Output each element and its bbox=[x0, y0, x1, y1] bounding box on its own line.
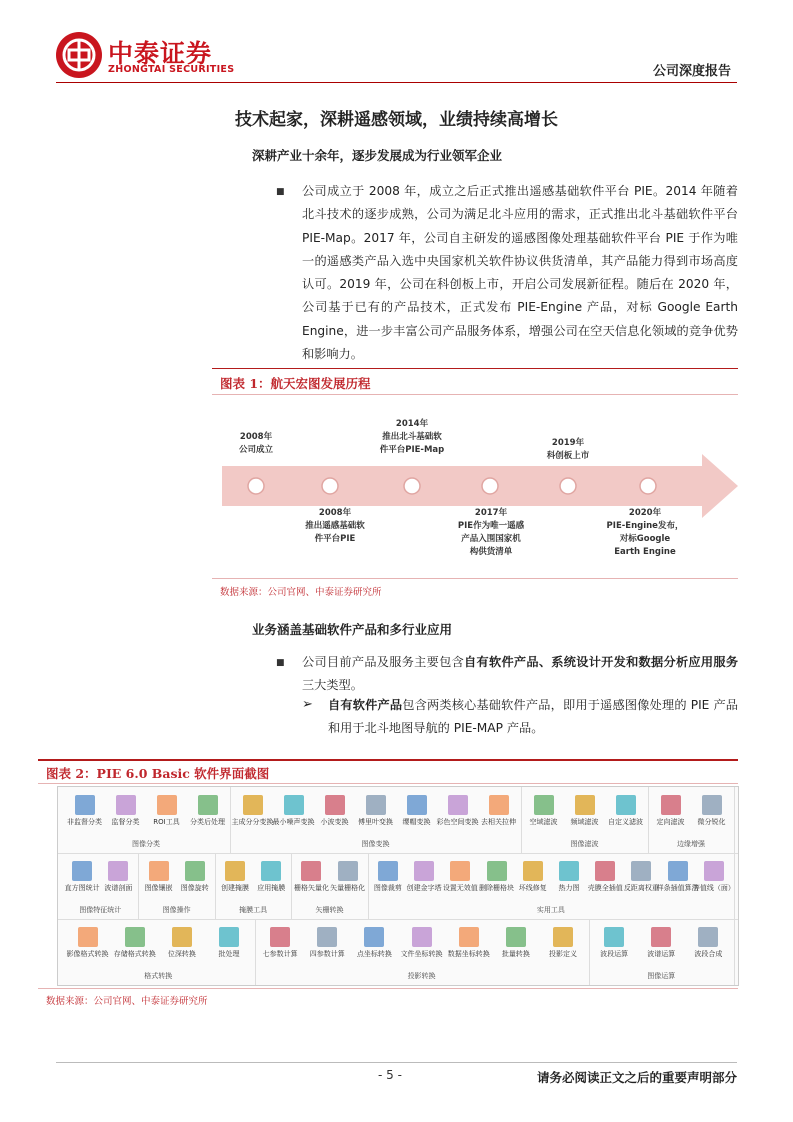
bullet-icon: ■ bbox=[276, 658, 285, 668]
tool-icon bbox=[270, 927, 290, 947]
tool-icon bbox=[604, 927, 624, 947]
tool-label: 波谱运算 bbox=[647, 950, 676, 958]
toolbar-tool-button[interactable] bbox=[604, 795, 648, 827]
tool-icon bbox=[651, 927, 671, 947]
tool-icon bbox=[534, 795, 554, 815]
paragraph-own-software bbox=[328, 694, 738, 741]
text-span: 包含两类核心基础软件产品，即用于遥感图像处理的 PIE 产品和用于北斗地图导航的 PIE-MAP 产品。 bbox=[328, 698, 738, 736]
toolbar-group bbox=[291, 853, 368, 919]
milestone-text: 构供货清单 bbox=[469, 547, 513, 557]
figure-2-top-rule bbox=[38, 759, 738, 761]
page-number: - 5 - bbox=[378, 1068, 402, 1082]
toolbar-tool-button[interactable] bbox=[690, 795, 734, 827]
tool-icon bbox=[125, 927, 145, 947]
toolbar-group-label: 格式转换 bbox=[144, 972, 173, 980]
figure-1-title-rule bbox=[212, 394, 738, 395]
milestone-text: 推出北斗基础软 bbox=[382, 432, 442, 442]
toolbar-tool-button[interactable] bbox=[96, 861, 140, 893]
tool-icon bbox=[149, 861, 169, 881]
tool-label: 最小噪声变换 bbox=[272, 818, 315, 826]
tool-icon bbox=[366, 795, 386, 815]
figure-1-source: 数据来源：公司官网、中泰证券研究所 bbox=[220, 587, 382, 598]
milestone-text: 件平台PIE-Map bbox=[379, 445, 445, 455]
tool-label: 频域滤波 bbox=[570, 818, 599, 826]
subsection-title-2: 业务涵盖基础软件产品和多行业应用 bbox=[252, 622, 453, 637]
pie-software-screenshot bbox=[57, 786, 739, 986]
milestone-text: 对标Google bbox=[619, 534, 671, 544]
timeline-milestone-dot bbox=[404, 478, 420, 494]
tool-label: 投影定义 bbox=[548, 950, 577, 958]
tool-icon bbox=[75, 795, 95, 815]
toolbar-group-label: 图像运算 bbox=[647, 972, 676, 980]
tool-label: 图像旋转 bbox=[180, 884, 209, 892]
toolbar-group-label: 图像特征统计 bbox=[79, 906, 122, 914]
logo-english-name: ZHONGTAI SECURITIES bbox=[108, 64, 235, 75]
toolbar-row-divider bbox=[58, 919, 738, 920]
toolbar-tool-button[interactable] bbox=[160, 927, 204, 959]
toolbar-tool-button[interactable] bbox=[686, 927, 730, 959]
toolbar-tool-button[interactable] bbox=[639, 927, 683, 959]
tool-icon bbox=[459, 927, 479, 947]
tool-label: ROI工具 bbox=[153, 818, 180, 826]
milestone-text: Earth Engine bbox=[614, 547, 676, 557]
tool-label: 删除栅格块 bbox=[479, 884, 515, 892]
toolbar-group-label: 边缘增强 bbox=[677, 840, 705, 848]
milestone-year: 2017年 bbox=[474, 508, 508, 518]
toolbar-group bbox=[589, 919, 735, 985]
tool-icon bbox=[489, 795, 509, 815]
tool-icon bbox=[243, 795, 263, 815]
tool-icon bbox=[157, 795, 177, 815]
milestone-2020-engine bbox=[600, 507, 690, 559]
tool-label: 直方图统计 bbox=[64, 884, 100, 892]
tool-icon bbox=[325, 795, 345, 815]
tool-icon bbox=[378, 861, 398, 881]
timeline-milestone-dot bbox=[482, 478, 498, 494]
toolbar-tool-button[interactable] bbox=[522, 795, 566, 827]
milestone-2008-company bbox=[226, 431, 286, 457]
milestone-year: 2019年 bbox=[551, 438, 585, 448]
tool-label: 批量转换 bbox=[501, 950, 530, 958]
tool-icon bbox=[702, 795, 722, 815]
toolbar-group bbox=[230, 787, 522, 853]
toolbar-group bbox=[648, 787, 735, 853]
toolbar-tool-button[interactable] bbox=[477, 795, 521, 827]
tool-label: 小波变换 bbox=[320, 818, 349, 826]
tool-label: 创建金字塔 bbox=[406, 884, 442, 892]
tool-icon bbox=[72, 861, 92, 881]
tool-label: 傅里叶变换 bbox=[358, 818, 393, 826]
milestone-year: 2008年 bbox=[318, 508, 352, 518]
toolbar-tool-button[interactable] bbox=[173, 861, 217, 893]
toolbar-group bbox=[255, 919, 590, 985]
logo-chinese-name: 中泰证券 bbox=[108, 39, 213, 68]
toolbar-group-label: 图像分类 bbox=[132, 840, 160, 848]
tool-label: 波谱剖面 bbox=[104, 884, 133, 892]
text-bold: 自有软件产品、系统设计开发和数据分析应用服务 bbox=[464, 655, 739, 669]
timeline-milestone-dot bbox=[640, 478, 656, 494]
company-logo-icon bbox=[56, 32, 102, 78]
tool-icon bbox=[575, 795, 595, 815]
footer-divider bbox=[56, 1062, 737, 1063]
milestone-year: 2014年 bbox=[395, 419, 429, 429]
tool-icon bbox=[317, 927, 337, 947]
toolbar-tool-button[interactable] bbox=[436, 795, 480, 827]
tool-icon bbox=[338, 861, 358, 881]
tool-icon bbox=[284, 795, 304, 815]
tool-icon bbox=[407, 795, 427, 815]
bullet-icon: ■ bbox=[276, 187, 285, 197]
toolbar-tool-button[interactable] bbox=[145, 795, 189, 827]
milestone-text: PIE作为唯一遥感 bbox=[457, 521, 525, 531]
tool-icon bbox=[523, 861, 543, 881]
toolbar-group bbox=[215, 853, 292, 919]
arrow-bullet-icon: ➢ bbox=[302, 697, 313, 712]
tool-label: 批处理 bbox=[218, 950, 240, 958]
toolbar-row-divider bbox=[58, 853, 738, 854]
figure-1-bottom-rule bbox=[212, 578, 738, 579]
tool-icon bbox=[414, 861, 434, 881]
tool-label: 样条插值算法 bbox=[656, 884, 699, 892]
toolbar-tool-button[interactable] bbox=[272, 795, 316, 827]
tool-label: 空域滤波 bbox=[529, 818, 558, 826]
tool-icon bbox=[450, 861, 470, 881]
tool-icon bbox=[172, 927, 192, 947]
toolbar-group-label: 图像操作 bbox=[162, 906, 191, 914]
tool-icon bbox=[616, 795, 636, 815]
toolbar-tool-button[interactable] bbox=[258, 927, 302, 959]
toolbar-group bbox=[368, 853, 735, 919]
tool-label: 壳膜全插值 bbox=[587, 884, 623, 892]
toolbar-group-label: 图像滤波 bbox=[570, 840, 599, 848]
milestone-text: 公司成立 bbox=[238, 445, 273, 455]
toolbar-group-label: 投影转换 bbox=[407, 972, 436, 980]
text-span: 公司目前产品及服务主要包含 bbox=[302, 655, 465, 669]
tool-icon bbox=[595, 861, 615, 881]
tool-label: 波段合成 bbox=[694, 950, 723, 958]
tool-label: 图像裁剪 bbox=[373, 884, 402, 892]
tool-label: 自定义滤波 bbox=[608, 818, 643, 826]
tool-label: 文件坐标转换 bbox=[400, 950, 443, 958]
tool-icon bbox=[198, 795, 218, 815]
tool-label: 彩色空间变换 bbox=[436, 818, 479, 826]
tool-label: 去相关拉伸 bbox=[481, 818, 516, 826]
toolbar-tool-button[interactable] bbox=[186, 795, 230, 827]
toolbar-group-label: 掩膜工具 bbox=[239, 906, 268, 914]
milestone-2017-procurement bbox=[446, 507, 536, 559]
tool-label: 影像格式转换 bbox=[66, 950, 109, 958]
tool-icon bbox=[185, 861, 205, 881]
tool-icon bbox=[78, 927, 98, 947]
paragraph-business bbox=[302, 651, 738, 698]
toolbar-group-label: 实用工具 bbox=[536, 906, 565, 914]
tool-label: 波段运算 bbox=[600, 950, 629, 958]
tool-label: 应用掩膜 bbox=[257, 884, 286, 892]
tool-label: 监督分类 bbox=[111, 818, 140, 826]
header-divider bbox=[56, 82, 737, 83]
tool-label: 点坐标转换 bbox=[356, 950, 392, 958]
milestone-text: 科创板上市 bbox=[546, 451, 590, 461]
tool-icon bbox=[225, 861, 245, 881]
tool-icon bbox=[448, 795, 468, 815]
milestone-year: 2008年 bbox=[239, 432, 273, 442]
tool-label: 等值线（面） bbox=[692, 884, 735, 892]
toolbar-tool-button[interactable] bbox=[305, 927, 349, 959]
toolbar-tool-button[interactable] bbox=[541, 927, 585, 959]
milestone-2019-ipo bbox=[538, 437, 598, 463]
tool-label: 数据坐标转换 bbox=[447, 950, 490, 958]
tool-label: 图像镶嵌 bbox=[144, 884, 173, 892]
tool-icon bbox=[668, 861, 688, 881]
toolbar-tool-button[interactable] bbox=[66, 927, 110, 959]
toolbar-group bbox=[521, 787, 649, 853]
figure-1-title: 图表 1：航天宏图发展历程 bbox=[220, 376, 371, 391]
milestone-text: 件平台PIE bbox=[314, 534, 356, 544]
report-type: 公司深度报告 bbox=[652, 64, 731, 79]
milestone-year: 2020年 bbox=[628, 508, 662, 518]
tool-icon bbox=[261, 861, 281, 881]
toolbar-tool-button[interactable] bbox=[313, 795, 357, 827]
milestone-2008-pie bbox=[295, 507, 375, 546]
tool-icon bbox=[661, 795, 681, 815]
figure-2-source: 数据来源：公司官网、中泰证券研究所 bbox=[46, 996, 208, 1007]
figure-2-title: 图表 2：PIE 6.0 Basic 软件界面截图 bbox=[46, 766, 270, 781]
tool-label: 四参数计算 bbox=[309, 950, 345, 958]
tool-label: 分类后处理 bbox=[190, 818, 225, 826]
toolbar-tool-button[interactable] bbox=[113, 927, 157, 959]
section-title: 技术起家，深耕遥感领域，业绩持续高增长 bbox=[235, 110, 558, 130]
timeline-milestone-dot bbox=[248, 478, 264, 494]
tool-icon bbox=[506, 927, 526, 947]
toolbar-tool-button[interactable] bbox=[563, 795, 607, 827]
toolbar-tool-button[interactable] bbox=[692, 861, 736, 893]
paragraph-history: 公司成立于 2008 年，成立之后正式推出遥感基础软件平台 PIE。2014 年随着北斗技术的逐步成熟，公司为满足北斗应用的需求，正式推出北斗基础软件平台 PIE-Map。2017 年，公司自主研发的遥感图像处理基础软件平台 PIE 于作为唯一的遥感类产品入选中央国家机关软件协议供货清单，其产品能力得到市场高度认可。2019 年，公司在科创板上市，开启公司发展新征程。随后在 2020 年，公司基于已有的产品技术，正式发布 PIE-Engine 产品，对标 Google Earth Engine，进一步丰富公司产品服务体系，增强公司在空天信息化领域的竞争优势和影响力。 bbox=[302, 184, 738, 362]
toolbar-group-label: 矢栅转换 bbox=[315, 906, 344, 914]
toolbar-group bbox=[62, 853, 139, 919]
tool-label: 七参数计算 bbox=[262, 950, 298, 958]
footer-disclaimer: 请务必阅读正文之后的重要声明部分 bbox=[536, 1070, 737, 1085]
tool-icon bbox=[364, 927, 384, 947]
tool-label: 设置无效值 bbox=[442, 884, 478, 892]
toolbar-tool-button[interactable] bbox=[63, 795, 107, 827]
tool-icon bbox=[559, 861, 579, 881]
tool-icon bbox=[301, 861, 321, 881]
tool-label: 创建掩膜 bbox=[221, 884, 249, 892]
tool-label: 反距离权重 bbox=[623, 884, 659, 892]
toolbar-tool-button[interactable] bbox=[354, 795, 398, 827]
toolbar-tool-button[interactable] bbox=[104, 795, 148, 827]
tool-icon bbox=[698, 927, 718, 947]
toolbar-tool-button[interactable] bbox=[326, 861, 370, 893]
milestone-2014-piemap bbox=[372, 418, 452, 457]
tool-label: 坏线修复 bbox=[518, 884, 547, 892]
tool-label: 主成分分变换 bbox=[231, 818, 274, 826]
tool-icon bbox=[108, 861, 128, 881]
tool-label: 存储格式转换 bbox=[113, 950, 156, 958]
milestone-text: 产品入围国家机 bbox=[461, 534, 521, 544]
tool-icon bbox=[412, 927, 432, 947]
tool-label: 矢量栅格化 bbox=[330, 884, 366, 892]
toolbar-tool-button[interactable] bbox=[494, 927, 538, 959]
tool-label: 定向滤波 bbox=[656, 818, 685, 826]
toolbar-tool-button[interactable] bbox=[231, 795, 275, 827]
toolbar-tool-button[interactable] bbox=[447, 927, 491, 959]
toolbar-tool-button[interactable] bbox=[592, 927, 636, 959]
text-span: 三大类型。 bbox=[302, 678, 363, 693]
tool-label: 栅格矢量化 bbox=[293, 884, 329, 892]
tool-label: 非监督分类 bbox=[67, 818, 102, 826]
milestone-text: PIE-Engine发布， bbox=[606, 521, 684, 531]
tool-icon bbox=[219, 927, 239, 947]
tool-icon bbox=[631, 861, 651, 881]
figure-2-title-rule bbox=[38, 783, 738, 784]
tool-label: 热力图 bbox=[558, 884, 580, 892]
figure-2-bottom-rule bbox=[38, 988, 738, 989]
tool-label: 微分锐化 bbox=[697, 818, 726, 826]
tool-icon bbox=[487, 861, 507, 881]
timeline-milestone-dot bbox=[560, 478, 576, 494]
tool-icon bbox=[553, 927, 573, 947]
toolbar-tool-button[interactable] bbox=[649, 795, 693, 827]
toolbar-tool-button[interactable] bbox=[400, 927, 444, 959]
toolbar-tool-button[interactable] bbox=[249, 861, 293, 893]
toolbar-group bbox=[62, 787, 231, 853]
timeline-milestone-dot bbox=[322, 478, 338, 494]
text-bold: 自有软件产品 bbox=[328, 698, 403, 712]
tool-icon bbox=[116, 795, 136, 815]
toolbar-group-label: 图像变换 bbox=[361, 840, 390, 848]
toolbar-group bbox=[138, 853, 215, 919]
toolbar-tool-button[interactable] bbox=[395, 795, 439, 827]
figure-1-top-rule bbox=[212, 368, 738, 369]
tool-icon bbox=[704, 861, 724, 881]
toolbar-group bbox=[62, 919, 256, 985]
toolbar-tool-button[interactable] bbox=[207, 927, 251, 959]
milestone-text: 推出遥感基础软 bbox=[305, 521, 365, 531]
tool-label: 缨帽变换 bbox=[402, 818, 431, 826]
toolbar-tool-button[interactable] bbox=[352, 927, 396, 959]
tool-label: 位深转换 bbox=[167, 950, 196, 958]
subsection-title-1: 深耕产业十余年，逐步发展成为行业领军企业 bbox=[252, 148, 503, 163]
